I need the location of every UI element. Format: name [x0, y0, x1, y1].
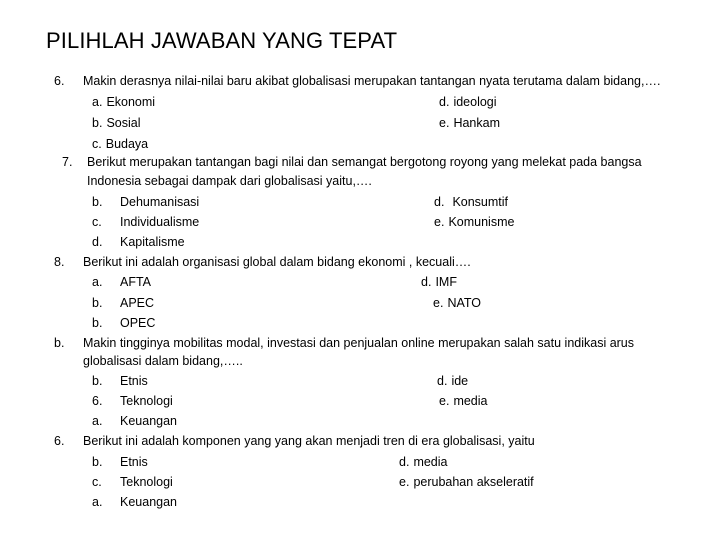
option-label: a. — [92, 495, 103, 509]
question-number: 7. — [62, 155, 73, 169]
question-text: Makin derasnya nilai-nilai baru akibat globalisasi merupakan tantangan nyata terutama dalam bidang,…. — [83, 74, 661, 88]
option[interactable] — [399, 473, 534, 491]
option-text: Budaya — [105, 137, 149, 151]
option-text: Sosial — [106, 116, 141, 130]
option[interactable] — [92, 294, 154, 312]
option-label: e. — [433, 296, 444, 310]
question-text-continued: globalisasi dalam bidang,….. — [83, 354, 243, 368]
page-title: PILIHLAH JAWABAN YANG TEPAT — [46, 28, 398, 53]
option-text: Komunisme — [448, 215, 515, 229]
option-label: d. — [421, 275, 432, 289]
option[interactable] — [439, 114, 500, 132]
option-label: b. — [92, 195, 103, 209]
option[interactable] — [92, 135, 148, 153]
option-label: b. — [92, 455, 103, 469]
option[interactable] — [433, 294, 481, 312]
option[interactable] — [92, 233, 185, 251]
question-number: 6. — [54, 434, 65, 448]
option-label: b. — [92, 316, 103, 330]
option[interactable] — [399, 453, 447, 471]
option[interactable] — [439, 392, 487, 410]
option-text: Teknologi — [120, 475, 173, 489]
option[interactable] — [434, 213, 514, 231]
option-label: c. — [92, 475, 102, 489]
option-text: Konsumtif — [452, 195, 509, 209]
option-label: d. — [434, 195, 445, 209]
question-text: Makin tingginya mobilitas modal, investasi dan penjualan online merupakan salah satu indikasi arus — [83, 336, 635, 350]
option-text: Etnis — [120, 374, 148, 388]
question-number: 8. — [54, 255, 65, 269]
option-text: AFTA — [120, 275, 152, 289]
option-label: b. — [92, 374, 103, 388]
option[interactable] — [92, 453, 148, 471]
option[interactable] — [92, 213, 199, 231]
option[interactable] — [92, 114, 140, 132]
option-label: 6. — [92, 394, 103, 408]
option-label: a. — [92, 414, 103, 428]
option[interactable] — [437, 372, 468, 390]
question-text: Berikut ini adalah organisasi global dalam bidang ekonomi , kecuali…. — [83, 255, 471, 269]
question-text-continued: Indonesia sebagai dampak dari globalisasi yaitu,…. — [87, 174, 372, 188]
option[interactable] — [92, 372, 148, 390]
option-label: c. — [92, 215, 102, 229]
option[interactable] — [421, 273, 457, 291]
option-text: perubahan akseleratif — [413, 475, 534, 489]
option-text: Keuangan — [120, 495, 178, 509]
option-text: media — [413, 455, 448, 469]
option-text: IMF — [435, 275, 457, 289]
option-label: d. — [437, 374, 448, 388]
option-text: NATO — [447, 296, 482, 310]
option-text: APEC — [120, 296, 155, 310]
option[interactable] — [92, 93, 155, 111]
option-text: Etnis — [120, 455, 148, 469]
option[interactable] — [434, 193, 508, 211]
option[interactable] — [92, 493, 177, 511]
option-text: Keuangan — [120, 414, 178, 428]
option-text: Ekonomi — [106, 95, 156, 109]
option-label: b. — [92, 296, 103, 310]
option[interactable] — [92, 392, 173, 410]
option-text: ide — [451, 374, 469, 388]
option-text: Kapitalisme — [120, 235, 185, 249]
question-text: Berikut ini adalah komponen yang yang akan menjadi tren di era globalisasi, yaitu — [83, 434, 535, 448]
option[interactable] — [439, 93, 497, 111]
option-label: e. — [439, 394, 450, 408]
option-label: e. — [399, 475, 410, 489]
option[interactable] — [92, 273, 151, 291]
question-number: 6. — [54, 74, 65, 88]
option-label: d. — [439, 95, 450, 109]
option-label: e. — [439, 116, 450, 130]
option-text: media — [453, 394, 488, 408]
option-label: a. — [92, 95, 103, 109]
option-text: OPEC — [120, 316, 156, 330]
option[interactable] — [92, 314, 155, 332]
option-label: c. — [92, 137, 102, 151]
option[interactable] — [92, 193, 199, 211]
option[interactable] — [92, 473, 173, 491]
option-text: ideologi — [453, 95, 497, 109]
option-text: Hankam — [453, 116, 500, 130]
option-label: e. — [434, 215, 445, 229]
question-number: b. — [54, 336, 65, 350]
option-label: d. — [399, 455, 410, 469]
option-label: a. — [92, 275, 103, 289]
option-label: d. — [92, 235, 103, 249]
option-text: Dehumanisasi — [120, 195, 200, 209]
option[interactable] — [92, 412, 177, 430]
option-text: Individualisme — [120, 215, 200, 229]
option-label: b. — [92, 116, 103, 130]
question-text: Berikut merupakan tantangan bagi nilai dan semangat bergotong royong yang melekat pada bangsa — [87, 155, 642, 169]
option-text: Teknologi — [120, 394, 173, 408]
